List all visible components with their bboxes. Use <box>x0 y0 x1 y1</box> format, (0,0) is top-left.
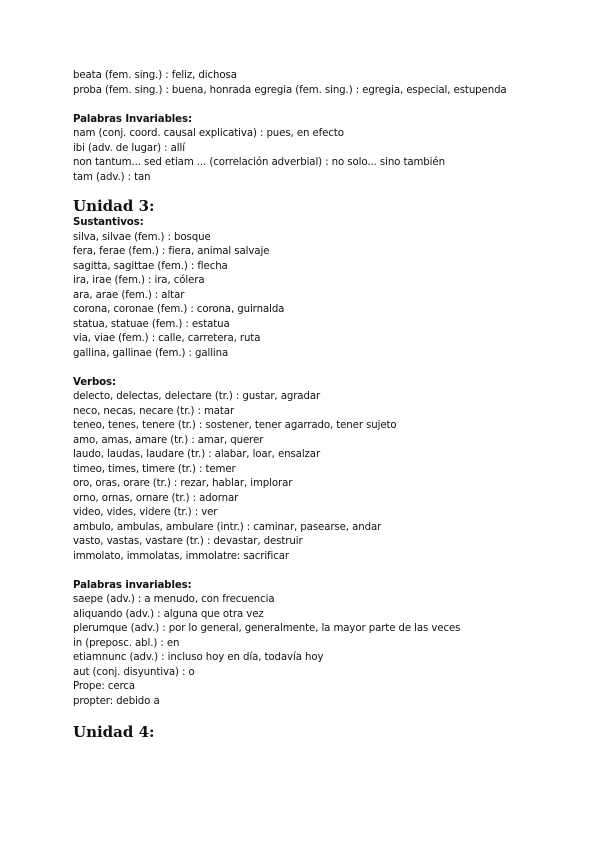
vocab-entry: tam (adv.) : tan <box>73 171 151 183</box>
vocab-entry: Prope: cerca <box>73 681 136 692</box>
vocab-entry: statua, statuae (fem.) : estatua <box>73 318 230 330</box>
vocab-entry: in (preposc. abl.) : en <box>73 637 180 649</box>
vocab-entry: etiamnunc (adv.) : incluso hoy en día, todavía hoy <box>73 652 324 663</box>
section-heading-invariables: Palabras Invariables: <box>73 113 192 125</box>
vocab-entry: ara, arae (fem.) : altar <box>73 289 185 301</box>
vocab-entry: video, vides, videre (tr.) : ver <box>73 507 218 518</box>
vocab-entry: silva, silvae (fem.) : bosque <box>73 231 211 243</box>
vocab-entry: ibi (adv. de lugar) : allí <box>73 142 185 154</box>
vocab-entry: gallina, gallinae (fem.) : gallina <box>73 347 229 359</box>
vocab-entry: ambulo, ambulas, ambulare (intr.) : caminar, pasearse, andar <box>73 521 382 533</box>
vocab-entry: sagitta, sagittae (fem.) : flecha <box>73 260 228 272</box>
vocab-entry: aliquando (adv.) : alguna que otra vez <box>73 608 264 620</box>
vocab-entry: vasto, vastas, vastare (tr.) : devastar, destruir <box>73 536 303 547</box>
document-content <box>73 69 583 742</box>
vocab-entry: proba (fem. sing.) : buena, honrada egregia (fem. sing.) : egregia, especial, estupenda <box>73 84 507 96</box>
vocab-entry: teneo, tenes, tenere (tr.) : sostener, tener agarrado, tener sujeto <box>73 420 397 431</box>
vocab-entry: non tantum... sed etiam ... (correlación adverbial) : no solo... sino también <box>73 157 445 168</box>
vocab-entry: corona, coronae (fem.) : corona, guirnalda <box>73 304 285 315</box>
vocab-entry: timeo, times, timere (tr.) : temer <box>73 463 236 475</box>
vocab-entry: aut (conj. disyuntiva) : o <box>73 666 195 678</box>
vocab-entry: immolato, immolatas, immolatre: sacrificar <box>73 550 289 562</box>
vocab-entry: plerumque (adv.) : por lo general, generalmente, la mayor parte de las veces <box>73 623 461 634</box>
vocab-entry: amo, amas, amare (tr.) : amar, querer <box>73 434 264 446</box>
vocab-entry: delecto, delectas, delectare (tr.) : gustar, agradar <box>73 391 321 402</box>
vocab-entry: ira, irae (fem.) : ira, cólera <box>73 275 205 286</box>
vocab-entry: orno, ornas, ornare (tr.) : adornar <box>73 492 239 504</box>
vocab-entry: saepe (adv.) : a menudo, con frecuencia <box>73 594 275 605</box>
vocab-entry: oro, oras, orare (tr.) : rezar, hablar, implorar <box>73 478 293 489</box>
vocab-entry: nam (conj. coord. causal explicativa) : pues, en efecto <box>73 128 344 139</box>
unit-title-3: Unidad 3: <box>73 197 155 215</box>
vocab-entry: laudo, laudas, laudare (tr.) : alabar, loar, ensalzar <box>73 449 321 460</box>
vocab-entry: beata (fem. sing.) : feliz, dichosa <box>73 70 237 81</box>
vocab-entry: fera, ferae (fem.) : fiera, animal salvaje <box>73 246 270 257</box>
section-heading-verbos: Verbos: <box>73 376 116 388</box>
vocab-entry: propter: debido a <box>73 695 160 707</box>
unit-title-4: Unidad 4: <box>73 723 155 741</box>
section-heading-sustantivos: Sustantivos: <box>73 217 144 228</box>
vocab-entry: neco, necas, necare (tr.) : matar <box>73 405 235 417</box>
vocab-entry: via, viae (fem.) : calle, carretera, ruta <box>73 333 261 344</box>
section-heading-invariables-3: Palabras invariables: <box>73 579 192 591</box>
